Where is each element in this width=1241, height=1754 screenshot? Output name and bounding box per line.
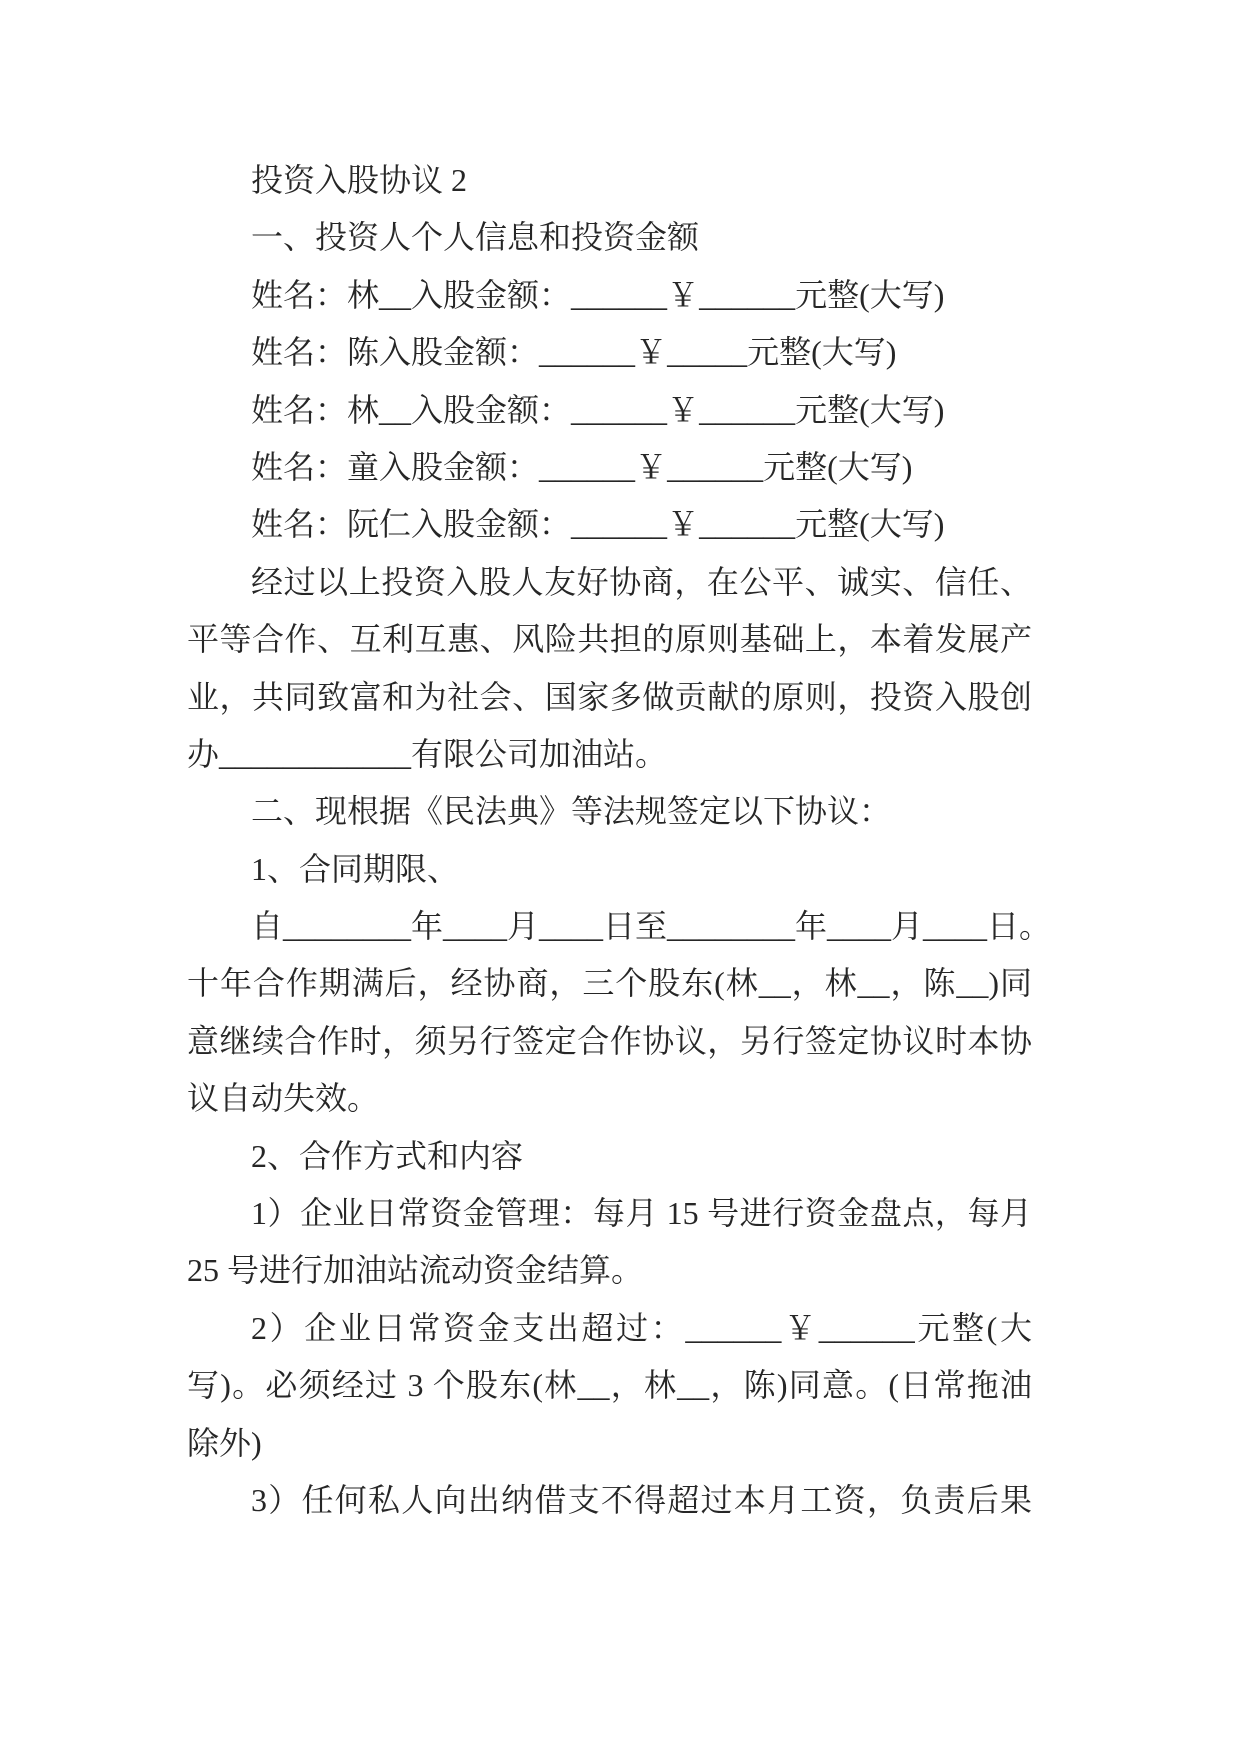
clause-contract-term [187, 841, 1241, 1128]
clause-heading: 1、合同期限、 [251, 850, 460, 887]
list-item [187, 1185, 1241, 1300]
paragraph-line: 十年合作期满后，经协商，三个股东(林__，林__，陈__)同 [187, 965, 1032, 1002]
amount-blank: ______ [667, 448, 764, 485]
name-label: 姓名： [251, 391, 348, 428]
investor-name: 林__ [347, 276, 412, 313]
amount-unit: 元整(大写) [795, 276, 945, 313]
list-item [187, 1472, 1241, 1529]
investor-row [187, 324, 1032, 381]
currency-symbol: ￥ [635, 448, 668, 485]
paragraph-line: 意继续合作时，须另行签定合作协议，另行签定协议时本协 [187, 1022, 1032, 1059]
paragraph-line: 25 号进行加油站流动资金结算。 [187, 1252, 644, 1289]
paragraph-line: 除外) [187, 1424, 262, 1461]
section-heading: 二、现根据《民法典》等法规签定以下协议： [251, 793, 892, 830]
amount-blank: ______ [571, 276, 668, 313]
document-title: 投资入股协议 2 [251, 162, 468, 198]
investor-name: 林__ [347, 391, 412, 428]
currency-symbol: ￥ [667, 391, 700, 428]
investor-row [187, 496, 1032, 553]
investor-name: 童 [347, 448, 380, 485]
investor-row [187, 267, 1032, 324]
paragraph-line: 2）企业日常资金支出超过：______￥______元整(大 [251, 1309, 1032, 1346]
investor-row [187, 382, 1032, 439]
paragraph-line: 1）企业日常资金管理：每月 15 号进行资金盘点，每月 [251, 1195, 1032, 1232]
amount-blank: ______ [699, 506, 796, 543]
investor-name: 陈 [347, 334, 380, 371]
amount-blank: ______ [571, 506, 668, 543]
currency-symbol: ￥ [667, 276, 700, 313]
paragraph-line: 议自动失效。 [187, 1080, 380, 1117]
amount-label: 入股金额： [411, 506, 572, 543]
amount-label: 入股金额： [379, 334, 540, 371]
clause-cooperation [187, 1128, 1241, 1530]
currency-symbol: ￥ [667, 506, 700, 543]
paragraph-line: 写)。必须经过 3 个股东(林__，林__，陈)同意。(日常拖油 [187, 1367, 1032, 1404]
investor-name: 阮仁 [347, 506, 412, 543]
paragraph-line: 3）任何私人向出纳借支不得超过本月工资，负责后果 [251, 1481, 1032, 1518]
currency-symbol: ￥ [635, 334, 668, 371]
list-item [187, 1300, 1241, 1472]
investor-row [187, 439, 1032, 496]
amount-blank: _____ [667, 334, 748, 371]
paragraph-line: 自________年____月____日至________年____月____日。 [251, 908, 1052, 945]
amount-blank: ______ [539, 334, 636, 371]
amount-blank: ______ [699, 391, 796, 428]
name-label: 姓名： [251, 506, 348, 543]
name-label: 姓名： [251, 334, 348, 371]
amount-unit: 元整(大写) [795, 506, 945, 543]
paragraph-line: 平等合作、互利互惠、风险共担的原则基础上，本着发展产 [187, 621, 1032, 658]
amount-label: 入股金额： [411, 276, 572, 313]
amount-blank: ______ [539, 448, 636, 485]
amount-unit: 元整(大写) [763, 448, 913, 485]
investor-list [187, 267, 1241, 554]
amount-unit: 元整(大写) [795, 391, 945, 428]
paragraph-line: 办____________有限公司加油站。 [187, 735, 668, 772]
amount-unit: 元整(大写) [747, 334, 897, 371]
preamble-paragraph [187, 554, 1241, 784]
section-heading: 一、投资人个人信息和投资金额 [251, 219, 700, 256]
amount-blank: ______ [699, 276, 796, 313]
name-label: 姓名： [251, 276, 348, 313]
amount-blank: ______ [571, 391, 668, 428]
paragraph-line: 业，共同致富和为社会、国家多做贡献的原则，投资入股创 [187, 678, 1032, 715]
name-label: 姓名： [251, 448, 348, 485]
amount-label: 入股金额： [379, 448, 540, 485]
paragraph-line: 经过以上投资入股人友好协商，在公平、诚实、信任、 [251, 563, 1032, 600]
amount-label: 入股金额： [411, 391, 572, 428]
clause-heading: 2、合作方式和内容 [251, 1137, 524, 1174]
